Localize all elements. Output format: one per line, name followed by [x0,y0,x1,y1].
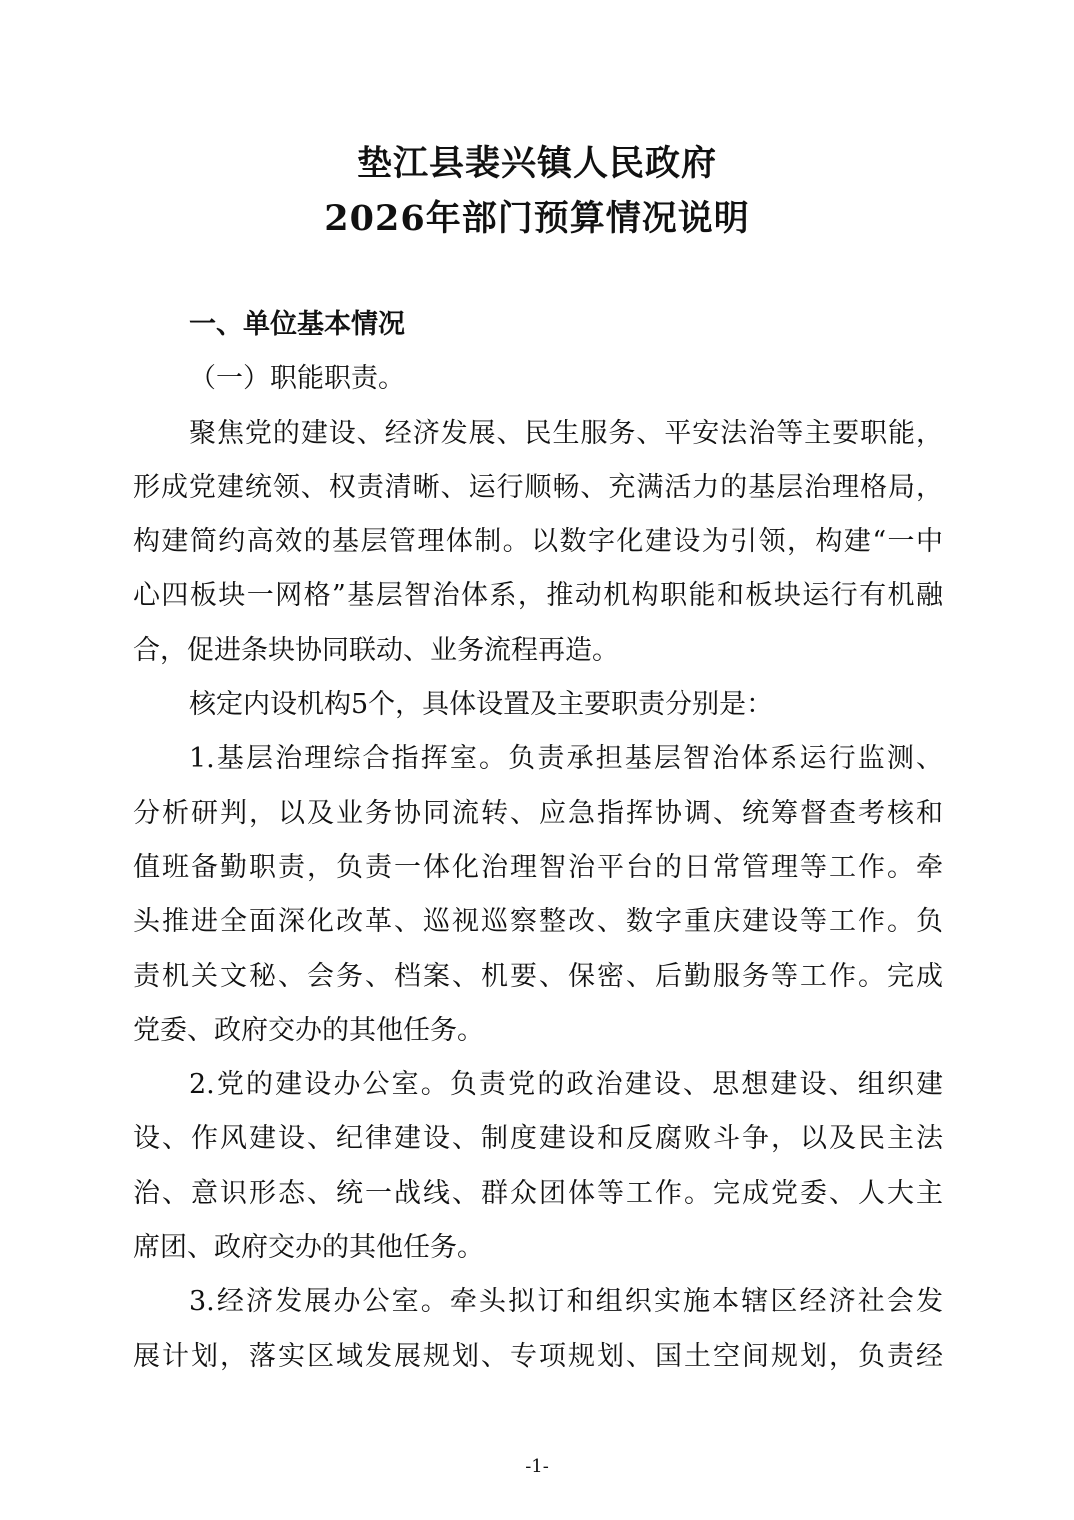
document-body [133,298,943,1384]
paragraph-line: 核定内设机构5个，具体设置及主要职责分别是： [189,689,774,721]
paragraph-line: 设、作风建设、纪律建设、制度建设和反腐败斗争，以及民主法 [133,1123,943,1155]
page-number: -1- [525,1456,549,1477]
paragraph [133,732,943,1058]
paragraph-line: 分析研判，以及业务协同流转、应急指挥协调、统筹督查考核和 [133,797,943,829]
paragraph-line: 党委、政府交办的其他任务。 [133,1014,484,1046]
paragraph-line: 形成党建统领、权责清晰、运行顺畅、充满活力的基层治理格局， [133,471,943,503]
paragraph-line: 治、意识形态、统一战线、群众团体等工作。完成党委、人大主 [133,1177,943,1209]
sub-heading: （一）职能职责。 [189,363,405,395]
paragraph-line: 3.经济发展办公室。牵头拟订和组织实施本辖区经济社会发 [189,1286,943,1318]
paragraph-line: 席团、政府交办的其他任务。 [133,1232,484,1264]
document-title-line-1: 垫江县裴兴镇人民政府 [356,143,717,184]
paragraph [133,1275,943,1384]
paragraph [133,678,943,732]
paragraph-line: 1.基层治理综合指挥室。负责承担基层智治体系运行监测、 [189,743,943,775]
paragraph-line: 头推进全面深化改革、巡视巡察整改、数字重庆建设等工作。负 [133,906,943,938]
paragraph [133,407,943,678]
paragraph-line: 合，促进条块协同联动、业务流程再造。 [133,634,619,666]
paragraph-line: 构建简约高效的基层管理体制。以数字化建设为引领，构建“一中 [133,526,943,558]
document-title-line-2: 2026年部门预算情况说明 [324,198,750,239]
paragraph-line: 值班备勤职责，负责一体化治理智治平台的日常管理等工作。牵 [133,851,943,883]
paragraph-line: 2.党的建设办公室。负责党的政治建设、思想建设、组织建 [189,1069,943,1101]
paragraph-line: 责机关文秘、会务、档案、机要、保密、后勤服务等工作。完成 [133,960,943,992]
paragraph-line: 聚焦党的建设、经济发展、民生服务、平安法治等主要职能， [189,417,943,449]
paragraph [133,1058,943,1275]
paragraph-line: 心四板块一网格”基层智治体系，推动机构职能和板块运行有机融 [133,580,943,612]
paragraph-line: 展计划，落实区域发展规划、专项规划、国土空间规划，负责经 [133,1340,943,1372]
section-heading: 一、单位基本情况 [189,309,405,340]
